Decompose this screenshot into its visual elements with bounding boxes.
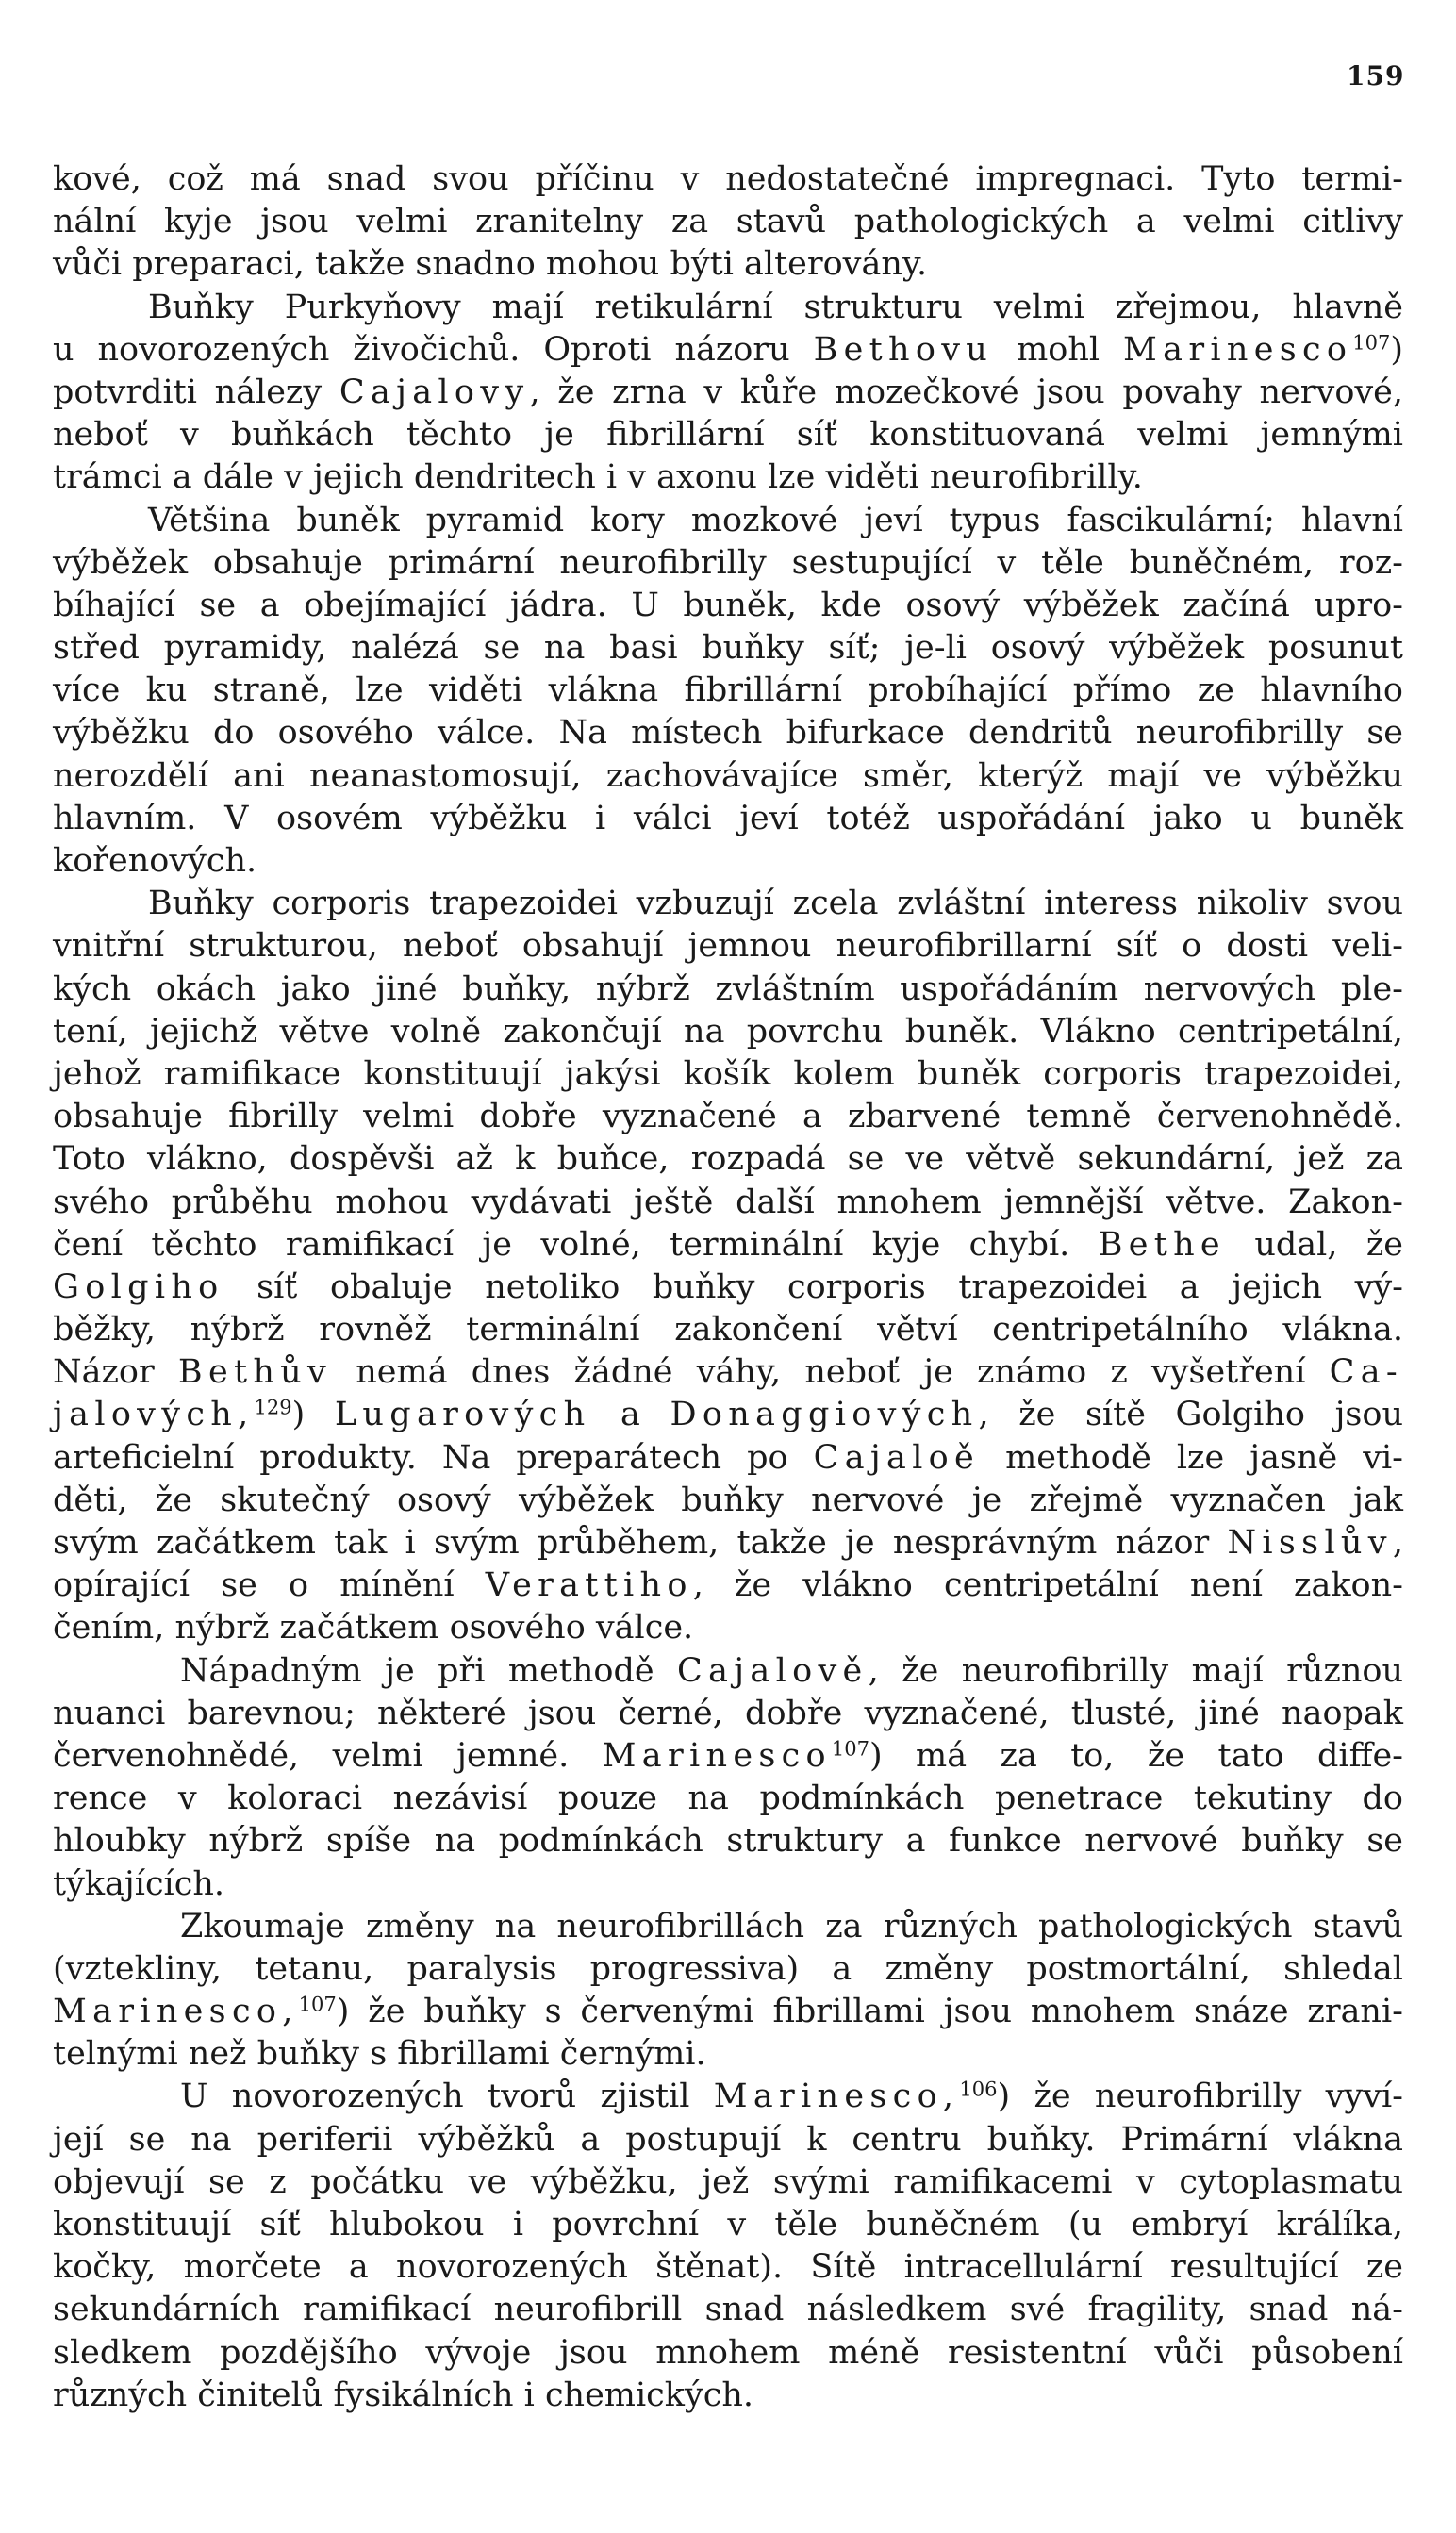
text-line: svým začátkem tak i svým průběhem, takže je nesprávným názor Nisslův, <box>53 1524 1403 1562</box>
text-line: nální kyje jsou velmi zranitelny za stavů pathologických a velmi citlivy <box>53 203 1403 241</box>
text-line: Nápadným je při methodě Cajalově, že neurofibrilly mají různou <box>180 1651 1404 1690</box>
author-name: Bethův <box>177 1353 333 1392</box>
text-line: Golgiho síť obaluje netoliko buňky corporis trapezoidei a jejich vý- <box>53 1267 1403 1306</box>
text-line: kořenových. <box>53 842 257 880</box>
text-line: vnitřní strukturou, neboť obsahují jemnou neurofibrillarní síť o dosti veli- <box>53 927 1403 966</box>
author-name: Marinesco, <box>53 1993 299 2031</box>
text-line: opírající se o mínění Verattiho, že vlákno centripetální není zakon- <box>53 1566 1403 1605</box>
text-line: potvrditi nálezy Cajalovy, že zrna v kůře mozečkové jsou povahy nervové, <box>53 372 1403 411</box>
text-line: neboť v buňkách těchto je fibrillární síť konstituovaná velmi jemnými <box>53 416 1403 455</box>
text-line: děti, že skutečný osový výběžek buňky nervové je zřejmě vyznačen jak <box>53 1481 1403 1519</box>
text-line: trámci a dále v jejich dendritech i v axonu lze viděti neurofibrilly. <box>53 458 1143 497</box>
text-line: Marinesco,$^{107}$) že buňky s červenými fibrillami jsou mnohem snáze zrani- <box>53 1993 1403 2031</box>
text-line: kočky, morčete a novorozených štěnat). Sítě intracellulární resultující ze <box>53 2248 1403 2287</box>
text-line: rence v koloraci nezávisí pouze na podmínkách penetrace tekutiny do <box>53 1780 1403 1818</box>
reference-number: 106 <box>959 2078 998 2101</box>
text-line: různých činitelů fysikálních i chemických. <box>53 2376 754 2414</box>
text-line: výběžek obsahuje primární neurofibrilly sestupující v těle buněčném, roz- <box>53 543 1403 582</box>
text-line: Buňky corporis trapezoidei vzbuzují zcela zvláštní interess nikoliv svou <box>148 885 1403 923</box>
text-line: více ku straně, lze viděti vlákna fibrillární probíhající přímo ze hlavního <box>53 671 1403 710</box>
reference-number: 107 <box>1352 331 1391 355</box>
text-line: nerozdělí ani neanastomosují, zachovávajíce směr, kterýž mají ve výběžku <box>53 756 1403 795</box>
text-line: čením, nýbrž začátkem osového válce. <box>53 1609 694 1647</box>
author-name: Cajalovy <box>339 372 530 411</box>
text-line: Buňky Purkyňovy mají retikulární strukturu velmi zřejmou, hlavně <box>148 288 1403 326</box>
text-line: výběžku do osového válce. Na místech bifurkace dendritů neurofibrilly se <box>53 714 1403 753</box>
text-line: obsahuje fibrilly velmi dobře vyznačené a zbarvené temně červenohnědě. <box>53 1098 1403 1136</box>
text-line: (vztekliny, tetanu, paralysis progressiva) a změny postmortální, shledal <box>53 1949 1403 1988</box>
author-name: Lugarových <box>334 1396 591 1434</box>
text-line: nuanci barevnou; některé jsou černé, dobře vyznačené, tlusté, jiné naopak <box>53 1694 1403 1732</box>
author-name: Bethe <box>1098 1225 1226 1264</box>
text-line: Zkoumaje změny na neurofibrillách za různých pathologických stavů <box>180 1907 1403 1945</box>
text-line: kové, což má snad svou příčinu v nedostatečné impregnaci. Tyto termi- <box>53 160 1403 198</box>
author-name: Ca- <box>1329 1353 1403 1392</box>
text-line: u novorozených živočichů. Oproti názoru Bethovu mohl Marinesco$^{107}$) <box>53 330 1404 369</box>
author-name: Marinesco <box>602 1736 832 1775</box>
text-line: kých okách jako jiné buňky, nýbrž zvláštním uspořádáním nervových ple- <box>53 969 1403 1008</box>
text-line: běžky, nýbrž rovněž terminální zakončení větví centripetálního vlákna. <box>53 1311 1403 1349</box>
author-name: Bethovu <box>813 330 994 369</box>
text-line: Názor Bethův nemá dnes žádné váhy, neboť je známo z vyšetření Ca- <box>53 1353 1403 1392</box>
text-line: tení, jejichž větve volně zakončují na povrchu buněk. Vlákno centripetální, <box>53 1012 1403 1051</box>
author-name: Donaggiových <box>670 1396 979 1434</box>
reference-number: 129 <box>254 1396 292 1419</box>
text-line: jehož ramifikace konstituují jakýsi košík kolem buněk corporis trapezoidei, <box>53 1054 1403 1093</box>
body-text <box>53 158 1403 2417</box>
text-line: arteficielní produkty. Na preparátech po Cajaloě methodě lze jasně vi- <box>53 1438 1403 1477</box>
text-line: konstituují síť hlubokou i povrchní v těle buněčném (u embryí králíka, <box>53 2206 1403 2243</box>
author-name: jalových, <box>53 1396 255 1434</box>
reference-number: 107 <box>831 1737 869 1761</box>
text-line: U novorozených tvorů zjistil Marinesco,$^{106}$) že neurofibrilly vyví- <box>180 2078 1403 2116</box>
page-number: 159 <box>1347 60 1405 91</box>
author-name: Golgiho <box>53 1267 224 1306</box>
reference-number: 107 <box>298 1993 337 2016</box>
author-name: Marinesco, <box>713 2078 960 2116</box>
text-line: svého průběhu mohou vydávati ještě další mnohem jemnější větve. Zakon- <box>53 1183 1403 1221</box>
text-line: bíhající se a obejímající jádra. U buněk, kde osový výběžek začíná upro- <box>53 586 1403 624</box>
text-line: sledkem pozdějšího vývoje jsou mnohem méně resistentní vůči působení <box>53 2333 1403 2372</box>
text-line: Toto vlákno, dospěvši až k buňce, rozpadá se ve větvě sekundární, jež za <box>53 1140 1403 1179</box>
text-line: objevují se z počátku ve výběžku, jež svými ramifikacemi v cytoplasmatu <box>53 2162 1403 2201</box>
text-line: vůči preparaci, takže snadno mohou býti alterovány. <box>53 245 928 284</box>
text-line: jalových,$^{129}$) Lugarových a Donaggiových, že sítě Golgiho jsou <box>53 1396 1404 1434</box>
author-name: Nisslův <box>1227 1524 1393 1562</box>
text-line: hlavním. V osovém výběžku i válci jeví totéž uspořádání jako u buněk <box>53 799 1403 837</box>
author-name: Verattiho <box>485 1566 693 1605</box>
text-line: červenohnědé, velmi jemné. Marinesco$^{107}$) má za to, že tato diffe- <box>53 1736 1403 1775</box>
author-name: Cajaloě <box>813 1438 981 1477</box>
author-name: Cajalově <box>677 1651 869 1690</box>
text-line: hloubky nýbrž spíše na podmínkách struktury a funkce nervové buňky se <box>53 1822 1403 1861</box>
text-line: Většina buněk pyramid kory mozkové jeví typus fascikulární; hlavní <box>148 501 1403 539</box>
author-name: Marinesco <box>1123 330 1353 369</box>
text-line: týkajících. <box>53 1864 225 1903</box>
text-line: čení těchto ramifikací je volné, terminální kyje chybí. Bethe udal, že <box>53 1225 1403 1264</box>
text-line: sekundárních ramifikací neurofibrill snad následkem své fragility, snad ná- <box>53 2291 1403 2329</box>
text-line: její se na periferii výběžků a postupují k centru buňky. Primární vlákna <box>53 2120 1403 2159</box>
text-line: střed pyramidy, nalézá se na basi buňky síť; je-li osový výběžek posunut <box>53 629 1403 668</box>
text-line: telnými než buňky s fibrillami černými. <box>53 2035 706 2074</box>
